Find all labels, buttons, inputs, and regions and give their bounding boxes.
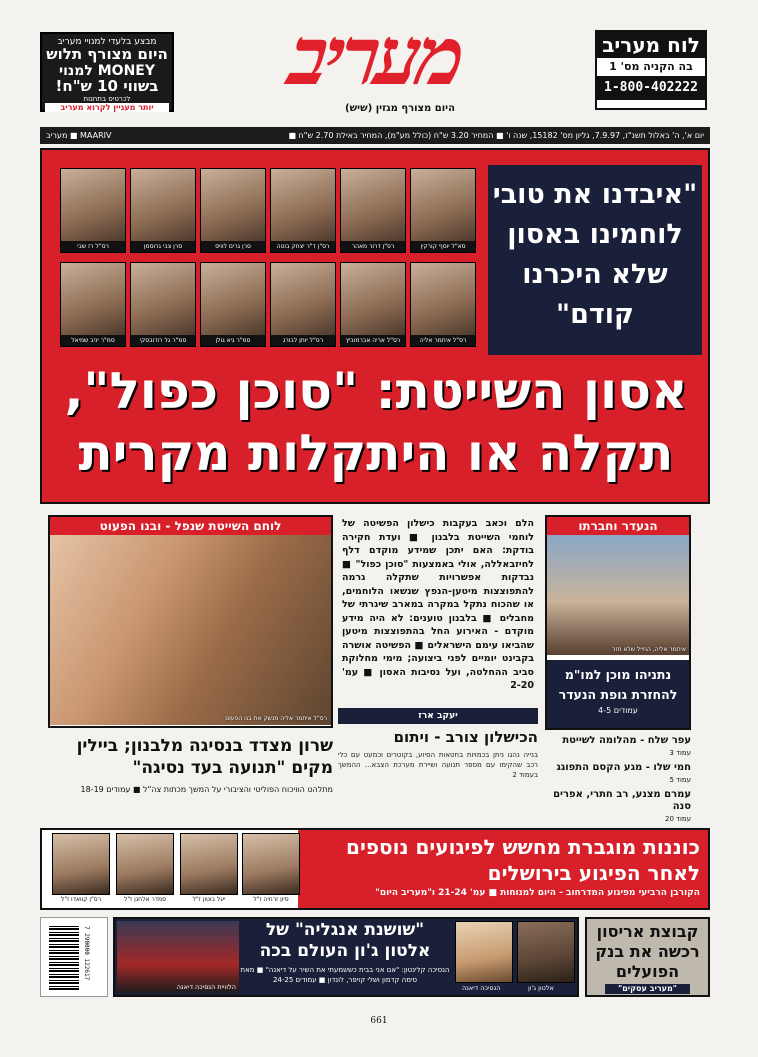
main-headline (48, 360, 704, 500)
analysis-body: בנייה נהגו ניתן בכמויות בחטאות הסיוע, בקוטרים וכמעט עם כלי רכב שהקימו עם מספר תנועה ושיירת מערכת הצבא... ההמשך בעמוד 2 (338, 751, 538, 779)
tagline: היום מצורף מגזין (שיש) (345, 103, 455, 114)
funeral-photo (117, 921, 239, 993)
soldier-photo (60, 262, 126, 347)
couple-photo (547, 535, 689, 655)
victim-name: סיון זרחיה ז"ל (253, 896, 289, 903)
soldier-photo (410, 168, 476, 253)
headline-line2: תקלה או היתקלות מקרית (78, 424, 674, 482)
promo-money: MONEY למנוי (58, 63, 155, 80)
promo-top: מבצע בלעדי למנויי מעריב (57, 37, 157, 47)
soldier-photo (270, 262, 336, 347)
toc-page: עמוד 5 (669, 776, 691, 784)
photo-caption: רס"ל איתמר אליה מנשק את בנו הפעוט (225, 715, 327, 722)
promo-line2: בשווי 10 ש"ח! (55, 77, 159, 96)
soldier-name: רס"ן ד"ר יצחק בוטה (271, 241, 335, 252)
barcode-bars (49, 926, 79, 990)
commentary-toc (545, 735, 691, 825)
soldier-name: סרן גרים לוויס (201, 241, 265, 252)
soldier-name: סא"ל יוסף קורקין (411, 241, 475, 252)
toc-page: עמוד 20 (664, 815, 691, 823)
headline-line1: אסון השייטת: "סוכן כפול", (64, 362, 688, 420)
elton-photo (517, 921, 575, 992)
victim-name: יעל בוטון ז"ל (192, 896, 226, 903)
classified-sub: בה הקניה מס' 1 (609, 60, 693, 73)
netanyahu-caption-head: נתניהו מוכן למו"מ להחזרת גופת הנעדר (558, 667, 678, 702)
toc-item: עפר שלח - מהלומה לשייטת (562, 735, 691, 746)
alert-headline-box (298, 830, 708, 908)
soldier-photo (60, 168, 126, 253)
alert-subline: הקורבן הרביעי מפיגוע המדרחוב - היום למנוחות ■ עמ' 21-24 ו"מעריב היום" (375, 888, 700, 898)
soldier-photo (340, 262, 406, 347)
right-story-header: הנעדר וחברתו (547, 517, 689, 535)
diana-subline: הנסיכה קלינטון: "אם אני בבית כששמעתי את השיר על דיאנה" ■ מאת סימה קדמון ושלי קויפר, לונדון ■ עמודים 24-25 (240, 966, 450, 984)
soldier-name: רס"ן דרור מאהר (341, 241, 405, 252)
soldier-name: רס"ל רז שבי (61, 241, 125, 252)
toc-page: עמוד 3 (669, 749, 691, 757)
soldier-name: סמ"ר יניב שמיאל (61, 335, 125, 346)
promo-small: לכרטיס בתחנות (83, 94, 131, 103)
page-number: 661 (370, 1016, 388, 1026)
center-story-body: הלם וכאב בעקבות כישלון הפשיטה של לוחמי השייטת בלבנון ■ ועדת חקירה בודקת: האם יתכן שמידע מוקדם דלף לחיזבאללה, אולי באמצעות "סוכן כפול" ■ נבדקות אפשרויות שתקלה גרמה להתפוצצות מיטען-הנפץ שנשאו הלוחמים, או שהכוח נתקל במקרה במארב שיגרתי של מחבלים ■ בלבנון טוענים: לא היה מידע מוקדם - האירוע החל בהתפוצצות מיטען שהביאו עימם הישראלים ■ הפשיטה אושרה בקבינט יומיים לפני ביצועה; מימי מחלוקת סביב ההחלטה, ועל נסיבות האסון ■ עמ' 2-20 (342, 518, 534, 691)
dateline-brand: MAARIV ■ מעריב (46, 131, 112, 140)
analysis-headline: הכישלון צורב - ויתום (393, 728, 538, 746)
victim-photo (52, 833, 110, 903)
toc-item: עמרם מצנע, רב חתרי, אפרים סנה (553, 789, 691, 812)
soldier-photo (340, 168, 406, 253)
alert-headline: כוננות מוגברת מחשש לפיגועים נוספים לאחר הפיגוע בירושלים (346, 835, 700, 885)
elton-caption: אלטון ג'ון (528, 984, 554, 992)
newspaper-logo: מעריב (282, 9, 468, 103)
netanyahu-caption-pages: עמודים 4-5 (598, 706, 638, 715)
soldier-photo (270, 168, 336, 253)
diana-headline: "שושנת אנגליה" של אלטון ג'ון העולם בכה (259, 920, 431, 961)
soldier-name: רס"ל איתמר אליה (411, 335, 475, 346)
bank-story-box (585, 917, 710, 997)
victim-photo (116, 833, 174, 903)
soldier-name: רס"ל יותן לבורג (271, 335, 335, 346)
promo-bottom: יותר מעניין לקרוא מעריב (45, 103, 169, 112)
soldier-photo (130, 168, 196, 253)
sharon-subline: מתלהט הוויכוח הפוליטי והציבורי על המשך מכתות צה"ל ■ עמודים 18-19 (80, 785, 333, 794)
victim-photo (180, 833, 238, 903)
classified-phone: 1-800-402222 (597, 76, 705, 100)
dateline-text: יום א', ה' באלול תשנ"ז, 7.9.97, גליון מס' 15182, שנה ו' ■ המחיר 3.20 ש"ח (כולל מע"מ), המחיר באילת 2.70 ש"ח ■ (288, 131, 704, 140)
diana-caption: הנסיכה דיאנה (462, 984, 501, 992)
soldier-photo (200, 168, 266, 253)
left-story-header: לוחם השייטת שנפל - ובנו הפעוט (50, 517, 331, 535)
barcode (40, 917, 108, 997)
funeral-caption: הלוויית הנסיכה דיאנה (176, 983, 236, 991)
bank-tag: "מעריב עסקים" (605, 984, 690, 994)
soldier-photo (130, 262, 196, 347)
soldier-name: סמ"ר גל רודובסקי (131, 335, 195, 346)
diana-photo (455, 921, 513, 992)
subscriber-promo-box (40, 32, 174, 112)
promo-line1: היום מצורף תלוש (46, 45, 168, 64)
soldier-photo (410, 262, 476, 347)
couple-photo-caption: איתמר אליה, החייל שלא חזר (612, 646, 686, 653)
victim-name: סמדר אלחנן ז"ל (123, 896, 167, 903)
sharon-headline: שרון מצדד בנסיגה מלבנון; ביילין מקים "תנועה בעד נסיגה" (76, 736, 333, 778)
victim-name: רס"ן קוואדו ז"ל (60, 896, 102, 903)
dateline-bar (40, 127, 710, 144)
bank-headline: קבוצת אריסון רכשה את בנק הפועלים (595, 922, 700, 981)
toc-item: חמי שלו - מגע הקסם התפוגג (556, 762, 691, 773)
classified-title: לוח מעריב (597, 32, 705, 58)
classified-ads-box (595, 30, 707, 110)
victim-photo (242, 833, 300, 903)
soldier-name: רס"ל אריה אברמוביץ (341, 335, 405, 346)
netanyahu-caption (547, 660, 689, 728)
soldier-photo (200, 262, 266, 347)
soldier-name: סרן צבי גרוסמן (131, 241, 195, 252)
author-byline: יעקב ארז (338, 708, 538, 724)
quote-box: "איבדנו את טובי לוחמינו באסון שלא היכרנו קודם" (488, 165, 702, 355)
barcode-number: 7 290000 122617 (83, 926, 90, 981)
soldier-name: סמ"ר גיא גולן (201, 335, 265, 346)
father-baby-photo (50, 535, 331, 725)
